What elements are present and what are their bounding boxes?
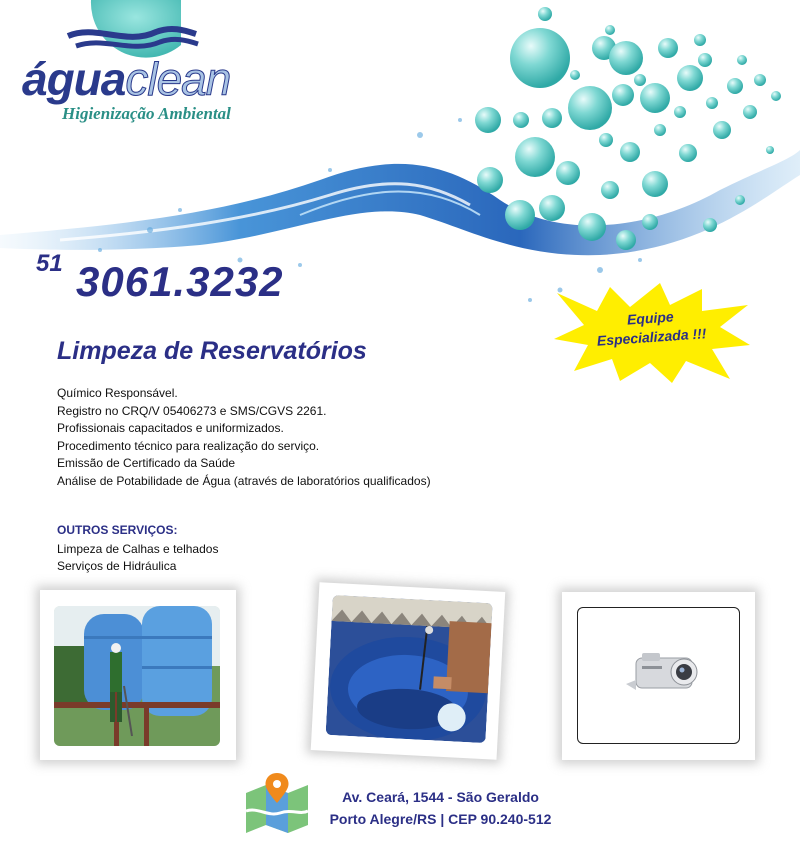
logo-wordmark	[22, 53, 231, 105]
other-services-title: OUTROS SERVIÇOS:	[57, 523, 178, 537]
logo-tagline: Higienização Ambiental	[62, 104, 231, 123]
feature-list	[57, 385, 431, 491]
feature-item: Registro no CRQ/V 05406273 e SMS/CGVS 2261.	[57, 403, 327, 418]
photo-card-tanks	[40, 590, 236, 760]
logo-wave-icon	[56, 0, 206, 58]
address-block	[318, 786, 563, 830]
phone-number: 3061.3232	[76, 258, 284, 305]
feature-item: Profissionais capacitados e uniformizados.	[57, 421, 284, 436]
camera-icon	[578, 608, 740, 744]
feature-item: Procedimento técnico para realização do serviço.	[57, 438, 320, 453]
feature-item: Análise de Potabilidade de Água (através de laboratórios qualificados)	[57, 473, 431, 488]
address-line-1: Av. Ceará, 1544 - São Geraldo	[342, 789, 539, 805]
photo-card-placeholder	[562, 592, 755, 760]
phone-area-code: 51	[36, 250, 63, 277]
service-item: Serviços de Hidráulica	[57, 559, 177, 573]
badge-line-1: Equipe	[626, 308, 675, 328]
badge-line-2: Especializada !!!	[596, 325, 707, 349]
tank-interior-photo	[326, 595, 493, 743]
map-pin-icon	[244, 771, 310, 833]
logo-clean-text: clean	[125, 53, 231, 105]
other-services-list	[57, 541, 218, 575]
tank-worker-photo	[54, 606, 220, 746]
address-line-2: Porto Alegre/RS | CEP 90.240-512	[329, 811, 552, 827]
page-title: Limpeza de Reservatórios	[57, 337, 367, 365]
logo-agua-text: água	[22, 53, 126, 105]
feature-item: Químico Responsável.	[57, 386, 178, 400]
service-item: Limpeza de Calhas e telhados	[57, 542, 219, 556]
photo-card-tank-interior	[311, 582, 506, 760]
feature-item: Emissão de Certificado da Saúde	[57, 456, 236, 471]
